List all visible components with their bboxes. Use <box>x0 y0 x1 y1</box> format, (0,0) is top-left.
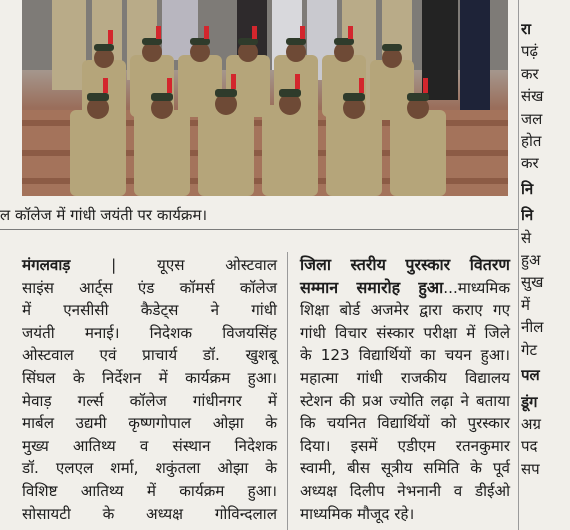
article-line: सोसायटी के अध्यक्ष गोविन्दलाल <box>22 504 277 523</box>
article-line: स्टेशन की प्रअ ज्योति लढ़ा ने बताया <box>300 391 510 410</box>
article-line: सम्मान समारोह हुआ...माध्यमिक <box>300 277 510 297</box>
article-line: से <box>521 228 532 247</box>
caption-divider <box>0 229 518 230</box>
cadets-group-photo <box>22 0 508 196</box>
article-line: जयंती मनाई। निदेशक विजयसिंह <box>22 323 277 342</box>
article-line: हुअ <box>521 251 541 270</box>
article-line: अग्र <box>521 414 541 433</box>
article-line: सप <box>521 459 540 478</box>
article-left-column <box>22 254 277 525</box>
article-line: माध्यमिक मौजूद रहे। <box>300 504 415 523</box>
section-heading: पल <box>521 366 540 385</box>
article-line: गेट <box>521 340 538 359</box>
article-line: सिंघल के निर्देशन में कार्यक्रम हुआ। <box>22 368 277 387</box>
article-line: मंगलवाड़ | यूएस ओस्टवाल <box>22 256 277 274</box>
article-line: कि चयनित विद्यार्थियों को पुरस्कार <box>300 414 510 433</box>
article-line: साइंस आर्ट्स एंड कॉमर्स कॉलेज <box>22 278 277 297</box>
photo-caption: ल कॉलेज में गांधी जयंती पर कार्यक्रम। <box>0 206 208 224</box>
article-middle-column <box>300 254 510 525</box>
article-line: सुख <box>521 273 544 292</box>
article-right-column-cropped <box>521 0 570 530</box>
article-line: शिक्षा बोर्ड अजमेर द्वारा कराए गए <box>300 301 510 320</box>
dateline: मंगलवाड़ <box>22 256 71 274</box>
section-heading: नि <box>521 179 534 198</box>
article-line: ओस्टवाल एवं प्राचार्य डॉ. खुशबू <box>22 346 277 365</box>
article-line: मुख्य आतिथ्य व संस्थान निदेशक <box>22 436 277 455</box>
article-line: होत <box>521 132 542 151</box>
article-line: मेवाड़ गर्ल्स कॉलेज गांधीनगर में <box>22 391 277 410</box>
article-line: पद <box>521 437 538 456</box>
article-headline: जिला स्तरीय पुरस्कार वितरण <box>300 255 510 274</box>
photo-illustration <box>22 0 508 196</box>
article-line: महात्मा गांधी राजकीय विद्यालय <box>300 368 510 387</box>
article-line: संख <box>521 87 544 106</box>
article-line: में <box>521 295 530 314</box>
article-subheadline: सम्मान समारोह हुआ <box>300 277 444 297</box>
article-line: गांधी विचार संस्कार परीक्षा में जिले <box>300 323 510 342</box>
article-line: कर <box>521 64 539 83</box>
article-line: डूंग <box>521 392 538 411</box>
article-line: अध्यक्ष दिलीप नेभनानी व डीईओ <box>300 481 510 500</box>
article-line: डॉ. एलएल शर्मा, शकुंतला ओझा के <box>22 459 277 478</box>
article-line: मार्बल उद्यमी कृष्णगोपाल ओझा के <box>22 414 277 433</box>
right-column-divider <box>518 0 519 530</box>
article-line: नील <box>521 318 544 337</box>
article-line: स्वामी, बीस सूत्रीय समिति के पूर्व <box>300 459 510 478</box>
article-line: कर <box>521 154 539 173</box>
article-line: में एनसीसी कैडेट्स ने गांधी <box>22 301 277 320</box>
column-divider <box>287 252 288 530</box>
article-line: के 123 विद्यार्थियों का चयन हुआ। <box>300 346 510 365</box>
article-line: रा <box>521 20 532 38</box>
article-line: पढ़ं <box>521 42 538 61</box>
article-line: विशिष्ट आतिथ्य में कार्यक्रम हुआ। <box>22 481 277 500</box>
article-line: दिया। इसमें एडीएम रतनकुमार <box>300 436 510 455</box>
article-line: नि <box>521 206 534 225</box>
article-line: जल <box>521 109 543 128</box>
